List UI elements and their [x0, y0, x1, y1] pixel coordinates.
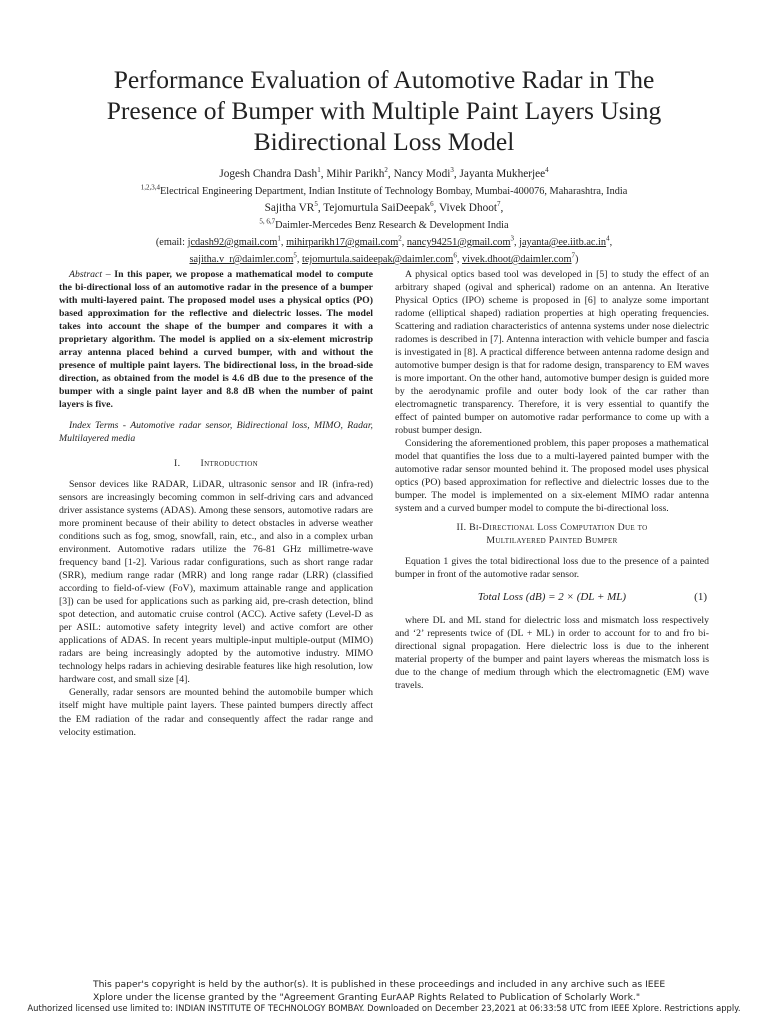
paragraph: Generally, radar sensors are mounted behind the automobile bumper which itself might have multiple paint layers. These painted bumpers directly affect the EM radiation of the radar and consequently affect the radar range and velocity estimation.	[59, 687, 373, 738]
author-sup: 7	[497, 200, 501, 209]
copyright-notice: This paper's copyright is held by the author(s). It is published in these proceedings and included in any archive such as IEEE Xplore under the license granted by the "Agreement Granting EurAAP Rights Related to Publication of Scholarly Work."	[93, 979, 666, 1003]
affiliation: Daimler-Mercedes Benz Research & Development India	[275, 220, 509, 231]
email-sup: 5	[293, 251, 297, 260]
email-prefix: (email:	[155, 237, 188, 248]
author-sup: 2	[384, 166, 388, 175]
email-sup: 4	[606, 234, 610, 243]
author-names-line: Sajitha $VR^5$, Tejomurtula SaiDeepak$^6$, Vivek Dhoot$^7$,	[264, 200, 504, 214]
paragraph: A physical optics based tool was developed in [5] to study the effect of an arbitrary shaped (ogival and spherical) radome on an antenna. An Iterative Physical Optics (IPO) scheme is proposed in [6] to analyze some important radome (elliptical shaped) radiation properties at high operating frequencies. Scattering and radiation characteristics of antenna systems under nose dielectric radomes is described in [7]. Antenna interaction with vehicle bumper and fascia is investigated in [8]. A practical difference between antenna radome design and automotive bumper design is that for radome design, transparency to EM waves is more important. On the other hand, automotive bumper design is guided more by the aerodynamic profile and outer body look of the car rather than electromagnetic transparency. Therefore, it is very essential to quantify the effect of painted bumper on automotive radar performance to come up with a robust bumper design.	[395, 269, 709, 437]
paragraph: where DL and ML stand for dielectric loss and mismatch loss respectively and ‘2’ represents twice of (DL + ML) in order to account for to and fro bi-directional signal propagation. Here dielectric loss is due to the inherent material property of the bumper and paint layers whereas the mismatch loss is due to the change of medium through which the electromagnetic (EM) wave travels.	[395, 615, 709, 692]
right-column	[395, 268, 709, 692]
email-link[interactable]: tejomurtula.saideepak@daimler.com	[302, 254, 454, 265]
author-sup: 4	[545, 166, 549, 175]
abstract-lead: Abstract –	[69, 269, 115, 280]
abstract-body: In this paper, we propose a mathematical model to compute the bi-directional loss of an automotive radar in the presence of a bumper with multi-layered paint. The proposed model uses a physical optics (PO) based approximation for the reflective and dielectric losses. The model takes into account the shape of the bumper and compares it with a proprietary algorithm. The model is applied on a six-element microstrip array antenna placed behind a curved bumper, with and without the presence of multiple paint layers. The bidirectional loss, in the broad-side direction, as obtained from the model is 4.6 dB due to the presence of the bumper with a single paint layer and 8.8 dB when the number of paint layers is five.	[59, 269, 373, 411]
left-column	[59, 268, 373, 739]
author-names-line: Jogesh Chandra Dash$^1$, Mihir Parikh$^2$, Nancy Modi$^3$, Jayanta Mukherjee$^4$	[219, 166, 549, 180]
affiliation-sup: 5, 6,7	[259, 217, 276, 226]
paragraph: Equation 1 gives the total bidirectional loss due to the presence of a painted bumper in front of the automotive radar sensor.	[395, 556, 709, 581]
title-line: Performance Evaluation of Automotive Radar in The	[113, 65, 655, 94]
author-name: Jayanta Mukherjee	[459, 168, 546, 180]
title-line: Presence of Bumper with Multiple Paint Layers Using	[106, 96, 662, 125]
author-name: Nancy Modi	[393, 168, 451, 180]
email-sup: 1	[277, 234, 281, 243]
author-sup: 1	[317, 166, 321, 175]
email-link[interactable]: nancy94251@gmail.com	[406, 237, 511, 248]
email-link[interactable]: jcdash92@gmail.com	[187, 237, 278, 248]
email-sup: 3	[510, 234, 514, 243]
author-sup: 6	[430, 200, 434, 209]
email-sup: 2	[398, 234, 402, 243]
author-name: Vivek Dhoot	[439, 202, 498, 214]
affiliation-line	[40, 183, 728, 200]
email-line: sajitha.v_r@daimler.com$^5$, tejomurtula.saideepak@daimler.com$^6$, vivek.dhoot@daimler.com$^7$)	[189, 251, 579, 265]
download-watermark: Authorized licensed use limited to: INDIAN INSTITUTE OF TECHNOLOGY BOMBAY. Downloaded on December 23,2021 at 06:33:58 UTC from IEEE Xplore. Restrictions apply.	[27, 1003, 741, 1013]
section-heading-bidirectional-loss	[395, 521, 709, 547]
section-heading-line: Multilayered Painted Bumper	[486, 535, 618, 547]
email-sup: 7	[571, 251, 576, 260]
equation	[395, 591, 709, 604]
title-line: Bidirectional Loss Model	[253, 127, 515, 156]
author-sup: 5	[314, 200, 318, 209]
paper-title	[40, 64, 728, 157]
author-name: Tejomurtula SaiDeepak	[323, 202, 431, 214]
section-heading-line: II. Bi-Directional Loss Computation Due to	[456, 522, 648, 534]
equation-body: Total Loss (dB) = 2 × (DL + ML)	[477, 591, 627, 604]
index-terms: Index Terms - Automotive radar sensor, Bidirectional loss, MIMO, Radar, Multilayered media	[59, 420, 373, 445]
email-link[interactable]: vivek.dhoot@daimler.com	[461, 254, 572, 265]
email-link[interactable]: jayanta@ee.iitb.ac.in	[519, 237, 607, 248]
author-name: Mihir Parikh	[326, 168, 385, 180]
author-name: Sajitha VR	[264, 202, 315, 214]
email-link[interactable]: sajitha.v_r@daimler.com	[189, 254, 294, 265]
email-link[interactable]: mihirparikh17@gmail.com	[286, 237, 399, 248]
affiliation-line	[40, 217, 728, 234]
author-sup: 3	[450, 166, 454, 175]
paragraph: Considering the aforementioned problem, this paper proposes a mathematical model that quantifies the loss due to a multi-layered painted bumper with the automotive radar sensor mounted behind it. The proposed model uses physical optics (PO) based approximation for reflective and dielectric losses due to the bumper. The model is implemented on a six-element MIMO radar antenna system and a curved bumper model to compute the bi-directional loss.	[395, 438, 709, 515]
affiliation: Electrical Engineering Department, Indian Institute of Technology Bombay, Mumbai-400076, Maharashtra, India	[159, 186, 628, 197]
abstract	[59, 268, 373, 411]
email-sup: 6	[453, 251, 457, 260]
equation-number: (1)	[694, 591, 707, 604]
email-suffix: )	[575, 254, 579, 265]
author-block	[40, 166, 728, 268]
email-line: (email: jcdash92@gmail.com$^1$, mihirparikh17@gmail.com$^2$, nancy94251@gmail.com$^3$, $jayanta@ee.iitb.ac.in^4$,	[155, 234, 613, 248]
paragraph: Sensor devices like RADAR, LiDAR, ultrasonic sensor and IR (infra-red) sensors are increasingly becoming common in self-driving cars and advanced driver assistance systems (ADAS). Among these sensors, automotive radars are more prominent because of their ability to detect obstacles in adverse weather conditions such as fog, smog, snowfall, rain, etc., and also in a complex urban environment. Automotive radars utilize the 76-81 GHz millimetre-wave frequency band [1-2]. Various radar configurations, such as short range radar (SRR), medium range radar (MRR) and long range radar (LRR) (classified according to field-of-view (FoV), maximum attainable range and application [3]) can be used for applications such as parking aid, pre-crash detection, blind spot detection, and automatic cruise control (ACC). Active safety (Level-D as per ASIL: automotive safety integrity level) and active comfort are other applications of ADAS. In recent years multiple-input multiple-output (MIMO) radars are being increasingly adopted by the automotive industry. MIMO technology helps radars in achieving desirable features like high resolution, low hardware cost, and small size [4].	[59, 479, 373, 686]
author-name: Jogesh Chandra Dash	[219, 168, 318, 180]
affiliation-sup: 1,2,3,4	[140, 183, 160, 192]
section-heading-introduction: I. Introduction	[174, 458, 258, 470]
